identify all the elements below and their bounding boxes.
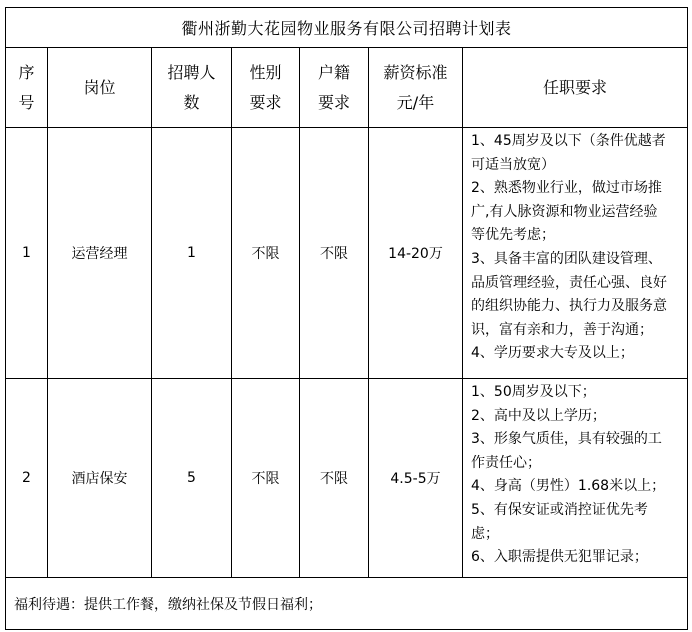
header-huji: 户籍 要求 — [300, 48, 369, 128]
row-count: 1 — [152, 128, 232, 379]
table-row — [6, 128, 688, 379]
row-gender: 不限 — [232, 128, 300, 379]
row-salary: 4.5-5万 — [369, 379, 463, 578]
row-gender: 不限 — [232, 379, 300, 578]
row-requirements: 1、50周岁及以下； 2、高中及以上学历； 3、形象气质佳，具有较强的工 作责任心； 4、身高（男性）1.68米以上； 5、有保安证或消控证优先考 虑； 6、入职需提供无犯罪记录； — [463, 379, 688, 578]
row-requirements: 1、45周岁及以下（条件优越者 可适当放宽） 2、熟悉物业行业，做过市场推 广,有人脉资源和物业运营经验 等优先考虑； 3、具备丰富的团队建设管理、 品质管理经验，责任心强、良好 的组织协能力、执行力及服务意 识，富有亲和力，善于沟通； 4、学历要求大专及以上； — [463, 128, 688, 379]
row-seq: 1 — [6, 128, 48, 379]
row-position: 酒店保安 — [48, 379, 152, 578]
header-gender: 性别 要求 — [232, 48, 300, 128]
welfare-note: 福利待遇：提供工作餐，缴纳社保及节假日福利； — [6, 578, 688, 630]
header-position: 岗位 — [48, 48, 152, 128]
row-position: 运营经理 — [48, 128, 152, 379]
row-huji: 不限 — [300, 379, 369, 578]
table-title: 衢州浙勤大花园物业服务有限公司招聘计划表 — [6, 8, 688, 48]
row-count: 5 — [152, 379, 232, 578]
table-row — [6, 379, 688, 578]
header-salary: 薪资标准 元/年 — [369, 48, 463, 128]
row-salary: 14-20万 — [369, 128, 463, 379]
header-row — [6, 48, 688, 128]
row-seq: 2 — [6, 379, 48, 578]
header-seq: 序 号 — [6, 48, 48, 128]
header-requirements: 任职要求 — [463, 48, 688, 128]
row-huji: 不限 — [300, 128, 369, 379]
recruitment-plan-table — [5, 7, 688, 630]
header-count: 招聘人 数 — [152, 48, 232, 128]
